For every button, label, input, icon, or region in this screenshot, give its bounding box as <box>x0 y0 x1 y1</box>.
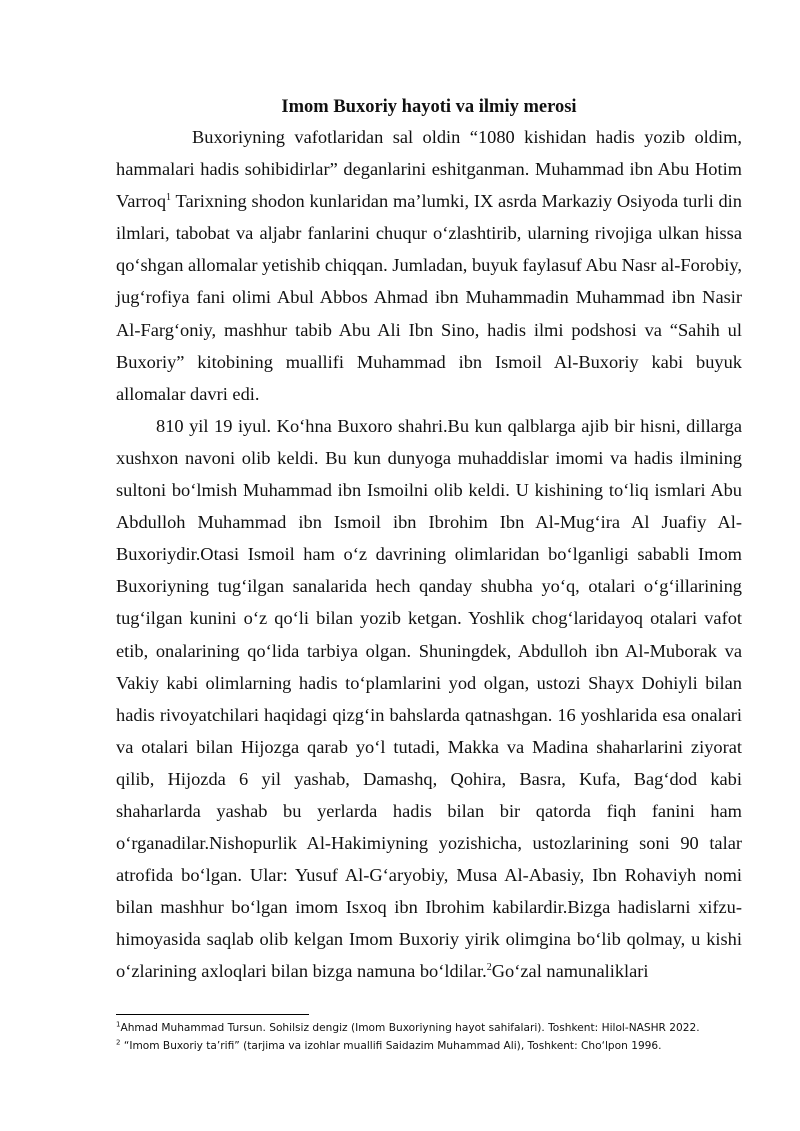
footnote-2-text: “Imom Buxoriy ta’rifi” (tarjima va izohlar muallifi Saidazim Muhammad Ali), Toshkent: Cho‘lpon 1996. <box>120 1040 662 1052</box>
footnote-2-number: 2 <box>116 1038 121 1047</box>
footnote-ref-1[interactable]: 1 <box>166 192 172 204</box>
paragraph-2 <box>116 410 742 988</box>
footnote-2 <box>116 1037 756 1055</box>
footnotes <box>116 1019 756 1055</box>
footnote-1-text: Ahmad Muhammad Tursun. Sohilsiz dengiz (Imom Buxoriyning hayot sahifalari). Toshkent: Hilol-NASHR 2022. <box>120 1022 700 1034</box>
footnote-1-number: 1 <box>116 1020 121 1029</box>
paragraph-2-text-b: Go‘zal namunaliklari <box>491 961 649 982</box>
paragraph-1-text-a: Buxoriyning vafotlaridan sal oldin “1080 kishidan hadis yozib oldim, hammalari hadis sohibidirlar” deganlarini eshitganman. Muhammad ibn Abu Hotim Varroq <box>116 127 742 212</box>
footnote-separator <box>116 1014 309 1015</box>
body-text <box>116 121 742 988</box>
paragraph-1-text-b: Tarixning shodon kunlaridan ma’lumki, IX asrda Markaziy Osiyoda turli din ilmlari, tabobat va aljabr fanlarini chuqur o‘zlashtirib, ularning rivojiga ulkan hissa qo‘shgan allomalar yetishib chiqqan. Jumladan, buyuk faylasuf Abu Nasr al-Forobiy, jug‘rofiya fani olimi Abul Abbos Ahmad ibn Muhammadin Muhammad ibn Nasir Al-Farg‘oniy, mashhur tabib Abu Ali Ibn Sino, hadis ilmi podshosi va “Sahih ul Buxoriy” kitobining muallifi Muhammad ibn Ismoil Al-Buxoriy kabi buyuk allomalar davri edi. <box>116 191 742 404</box>
footnote-1 <box>116 1019 756 1037</box>
paragraph-2-text-a: 810 yil 19 iyul. Ko‘hna Buxoro shahri.Bu kun qalblarga ajib bir hisni, dillarga xushxon navoni olib keldi. Bu kun dunyoga muhaddislar imomi va hadis ilmining sultoni bo‘lmish Muhammad ibn Ismoilni olib keldi. U kishining to‘liq ismlari Abu Abdulloh Muhammad ibn Ismoil ibn Ibrohim Ibn Al-Mug‘ira Al Juafiy Al-Buxoriydir.Otasi Ismoil ham o‘z davrining olimlaridan bo‘lganligi sababli Imom Buxoriyning tug‘ilgan sanalarida hech qanday shubha yo‘q, otalari o‘g‘illarining tug‘ilgan kunini o‘z qo‘li bilan yozib ketgan. Yoshlik chog‘laridayoq otalari vafot etib, onalarining qo‘lida tarbiya olgan. Shuningdek, Abdulloh ibn Al-Muborak va Vakiy kabi olimlarning hadis to‘plamlarini yod olgan, ustozi Shayx Dohiyli bilan hadis rivoyatchilari haqidagi qizg‘in bahslarda qatnashgan. 16 yoshlarida esa onalari va otalari bilan Hijozga qarab yo‘l tutadi, Makka va Madina shaharlarini ziyorat qilib, Hijozda 6 yil yashab, Damashq, Qohira, Basra, Kufa, Bag‘dod kabi shaharlarda yashab bu yerlarda hadis bilan bir qatorda fiqh fanini ham o‘rganadilar.Nishopurlik Al-Hakimiyning yozishicha, ustozlarining soni 90 talar atrofida bo‘lgan. Ular: Yusuf Al-G‘aryobiy, Musa Al-Abasiy, Ibn Rohaviyh nomi bilan mashhur bo‘lgan imom Isxoq ibn Ibrohim kabilardir.Bizga hadislarni xifzu-himoyasida saqlab olib kelgan Imom Buxoriy yirik olimgina bo‘lib qolmay, u kishi o‘zlarining axloqlari bilan bizga namuna bo‘ldilar. <box>116 415 742 982</box>
paragraph-1 <box>116 121 742 410</box>
document-title: Imom Buxoriy hayoti va ilmiy merosi <box>281 97 577 117</box>
footnote-ref-2[interactable]: 2 <box>486 962 492 974</box>
